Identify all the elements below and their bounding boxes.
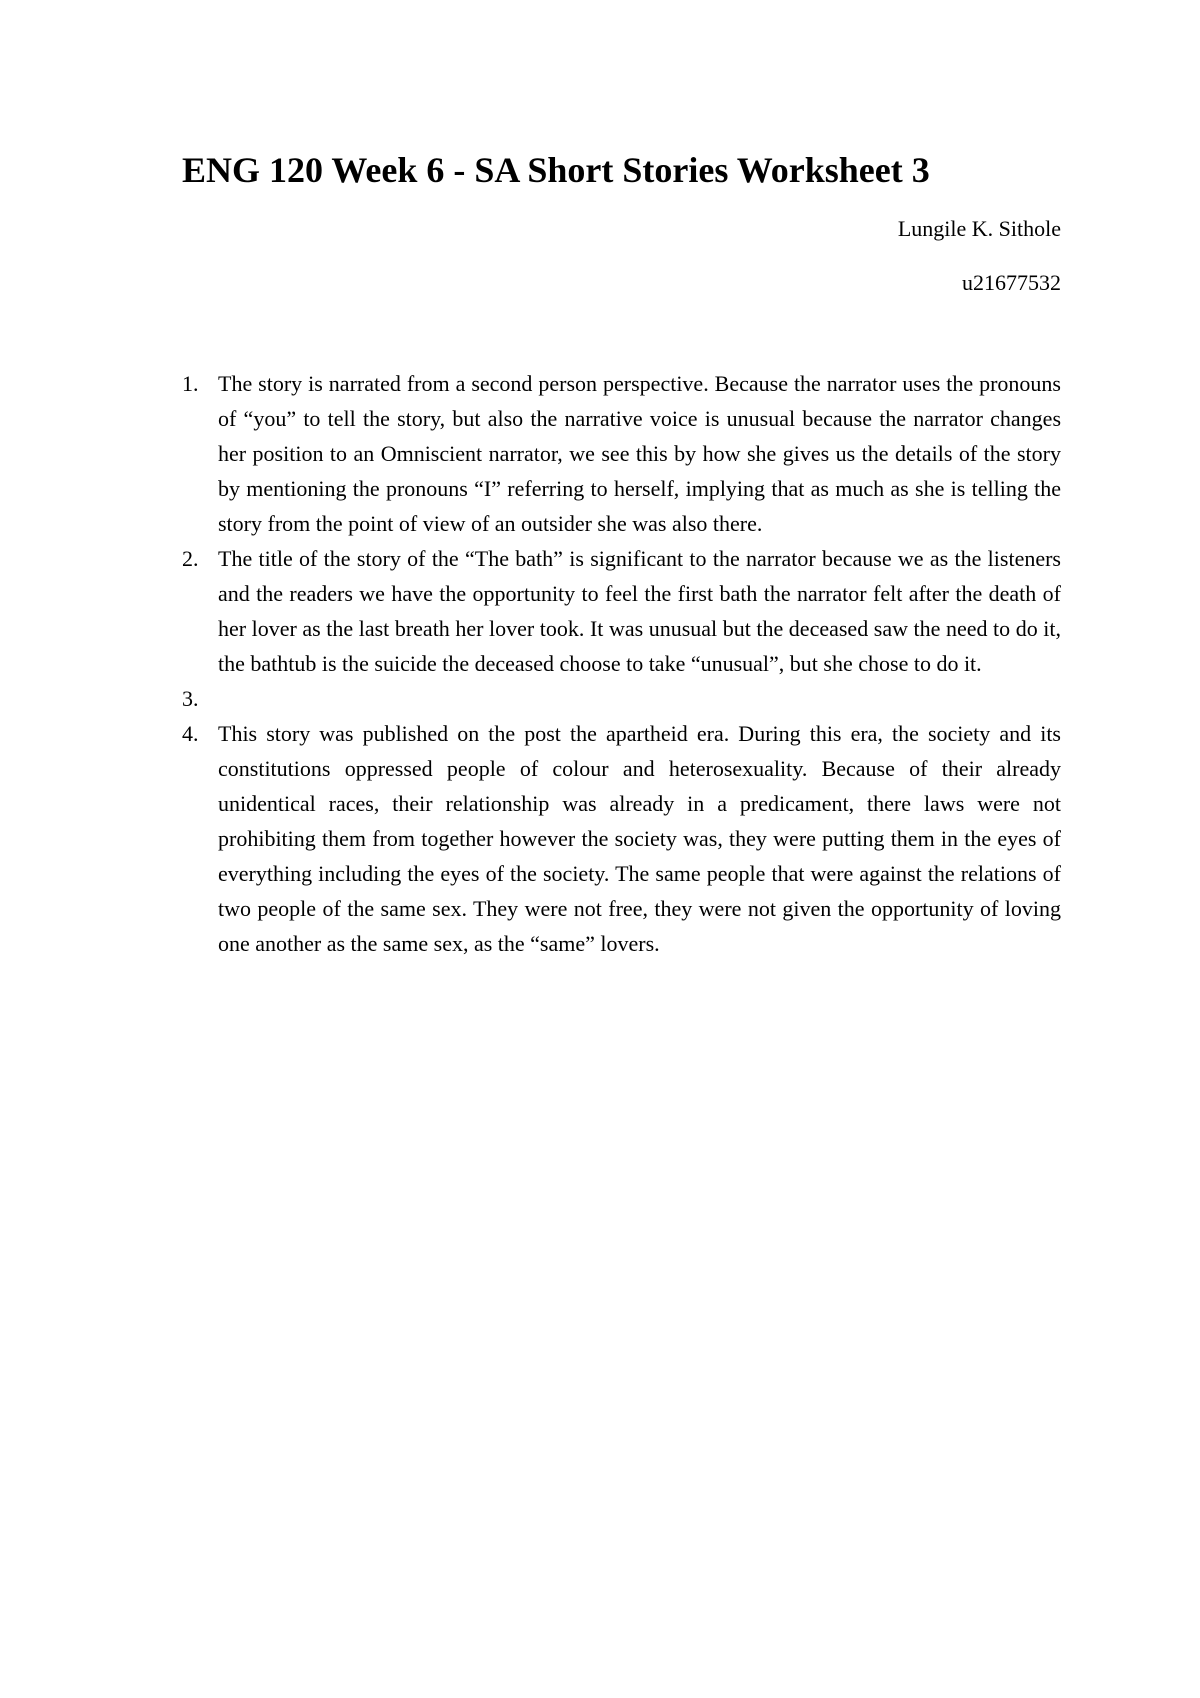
answer-text: The story is narrated from a second person perspective. Because the narrator uses the pronouns of “you” to tell the story, but also the narrative voice is unusual because the narrator changes her position to an Omniscient narrator, we see this by how she gives us the details of the story by mentioning the pronouns “I” referring to herself, implying that as much as she is telling the story from the point of view of an outsider she was also there. (218, 371, 1061, 536)
answer-number: 1. (182, 371, 199, 396)
answer-text: The title of the story of the “The bath” is significant to the narrator because we as the listeners and the readers we have the opportunity to feel the first bath the narrator felt after the death of her lover as the last breath her lover took. It was unusual but the deceased saw the need to do it, the bathtub is the suicide the deceased choose to take “unusual”, but she chose to do it. (218, 546, 1061, 676)
answer-item (0, 541, 1200, 681)
student-id: u21677532 (962, 270, 1061, 295)
answer-item (0, 716, 1200, 961)
answer-text: This story was published on the post the apartheid era. During this era, the society and its constitutions oppressed people of colour and heterosexuality. Because of their already unidentical races, their relationship was already in a predicament, there laws were not prohibiting them from together however the society was, they were putting them in the eyes of everything including the eyes of the society. The same people that were against the relations of two people of the same sex. They were not free, they were not given the opportunity of loving one another as the same sex, as the “same” lovers. (218, 721, 1061, 956)
document-title: ENG 120 Week 6 - SA Short Stories Worksheet 3 (182, 150, 930, 190)
answer-number: 3. (182, 686, 199, 711)
answer-number: 4. (182, 721, 199, 746)
answer-item (0, 681, 1200, 716)
author-name: Lungile K. Sithole (897, 216, 1061, 241)
answer-number: 2. (182, 546, 199, 571)
answer-list (0, 366, 1200, 961)
answer-item (0, 366, 1200, 541)
